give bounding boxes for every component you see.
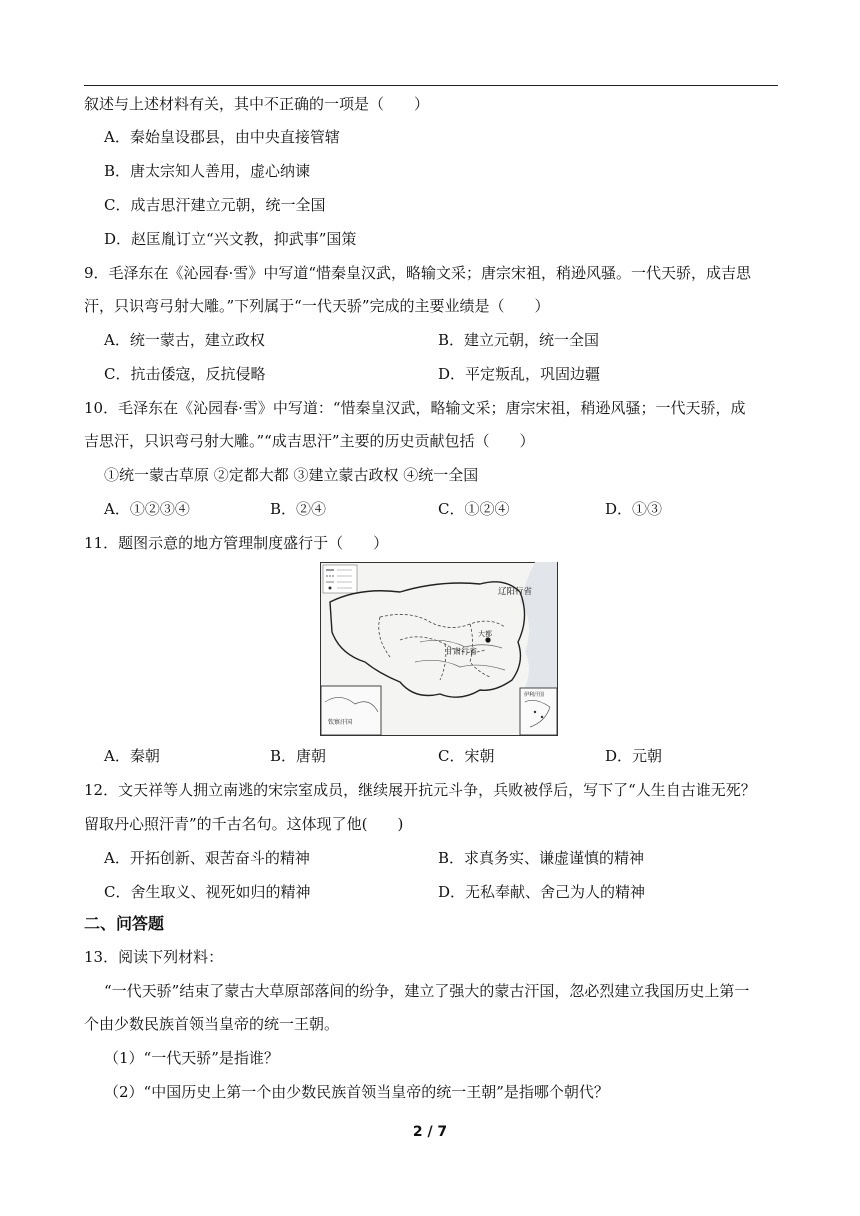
q8-option-a: A．秦始皇设郡县，由中央直接管辖 bbox=[104, 128, 340, 146]
map-label-liaoyang: 辽阳行省 bbox=[498, 587, 533, 597]
q9-option-c: C．抗击倭寇，反抗侵略 bbox=[104, 365, 266, 383]
q13-material-line2: 个由少数民族首领当皇帝的统一王朝。 bbox=[84, 1015, 340, 1033]
map-label-sub1: 钦察汗国 bbox=[328, 719, 353, 726]
q12-option-a: A．开拓创新、艰苦奋斗的精神 bbox=[104, 849, 310, 867]
q10-option-a: A．①②③④ bbox=[104, 500, 190, 518]
q12-option-b: B．求真务实、谦虚谨慎的精神 bbox=[438, 849, 645, 867]
q11-option-c: C．宋朝 bbox=[438, 747, 495, 765]
header-rule bbox=[84, 85, 778, 86]
q11-option-a: A．秦朝 bbox=[104, 747, 160, 765]
q13-subquestion-2: （2）“中国历史上第一个由少数民族首领当皇帝的统一王朝”是指哪个朝代？ bbox=[104, 1083, 609, 1101]
q13-stem: 13．阅读下列材料： bbox=[84, 948, 224, 966]
q10-items: ①统一蒙古草原 ②定都大都 ③建立蒙古政权 ④统一全国 bbox=[104, 466, 479, 484]
q13-subquestion-1: （1）“一代天骄”是指谁？ bbox=[104, 1049, 279, 1067]
q8-option-b: B．唐太宗知人善用，虚心纳谏 bbox=[104, 162, 311, 180]
q10-line2: 吉思汗，只识弯弓射大雕。”“成吉思汗”主要的历史贡献包括（ ） bbox=[84, 432, 535, 450]
map-label-sub2: 伊利汗国 bbox=[524, 692, 545, 698]
yuan-dynasty-map bbox=[320, 562, 558, 736]
q9-line1: 9．毛泽东在《沁园春·雪》中写道“惜秦皇汉武，略输文采；唐宗宋祖，稍逊风骚。一代天骄，成吉思 bbox=[84, 264, 751, 282]
q13-material-line1: “一代天骄”结束了蒙古大草原部落间的纷争，建立了强大的蒙古汗国，忽必烈建立我国历史上第一 bbox=[104, 982, 750, 1000]
page-number: 2 / 7 bbox=[412, 1124, 448, 1140]
q9-option-d: D．平定叛乱，巩固边疆 bbox=[438, 365, 601, 383]
q8-stem-tail: 叙述与上述材料有关，其中不正确的一项是（ ） bbox=[84, 95, 430, 113]
q12-line2: 留取丹心照汗青”的千古名句。这体现了他( ) bbox=[84, 815, 404, 833]
map-label-dadu: 大都 bbox=[478, 630, 492, 638]
q10-option-b: B．②④ bbox=[270, 500, 327, 518]
q12-option-c: C．舍生取义、视死如归的精神 bbox=[104, 883, 311, 901]
q11-option-d: D．元朝 bbox=[605, 747, 663, 765]
q12-line1: 12．文天祥等人拥立南逃的宋宗室成员，继续展开抗元斗争，兵败被俘后，写下了“人生自古谁无死？ bbox=[84, 781, 756, 799]
q10-option-d: D．①③ bbox=[605, 500, 663, 518]
q9-line2: 汗，只识弯弓射大雕。”下列属于“一代天骄”完成的主要业绩是（ ） bbox=[84, 297, 550, 315]
q10-option-c: C．①②④ bbox=[438, 500, 510, 518]
q8-option-c: C．成吉思汗建立元朝，统一全国 bbox=[104, 196, 326, 214]
q10-line1: 10．毛泽东在《沁园春·雪》中写道：“惜秦皇汉武，略输文采；唐宗宋祖，稍逊风骚；一代天骄，成 bbox=[84, 399, 746, 417]
q9-option-a: A．统一蒙古，建立政权 bbox=[104, 331, 265, 349]
map-label-gansu: 甘肃行省 bbox=[445, 647, 477, 656]
q11-stem: 11．题图示意的地方管理制度盛行于（ ） bbox=[84, 534, 389, 552]
q8-option-d: D．赵匡胤订立“兴文教，抑武事”国策 bbox=[104, 230, 357, 248]
q11-option-b: B．唐朝 bbox=[270, 747, 327, 765]
section-title: 二、问答题 bbox=[84, 914, 165, 933]
q12-option-d: D．无私奉献、舍己为人的精神 bbox=[438, 883, 646, 901]
q9-option-b: B．建立元朝，统一全国 bbox=[438, 331, 600, 349]
